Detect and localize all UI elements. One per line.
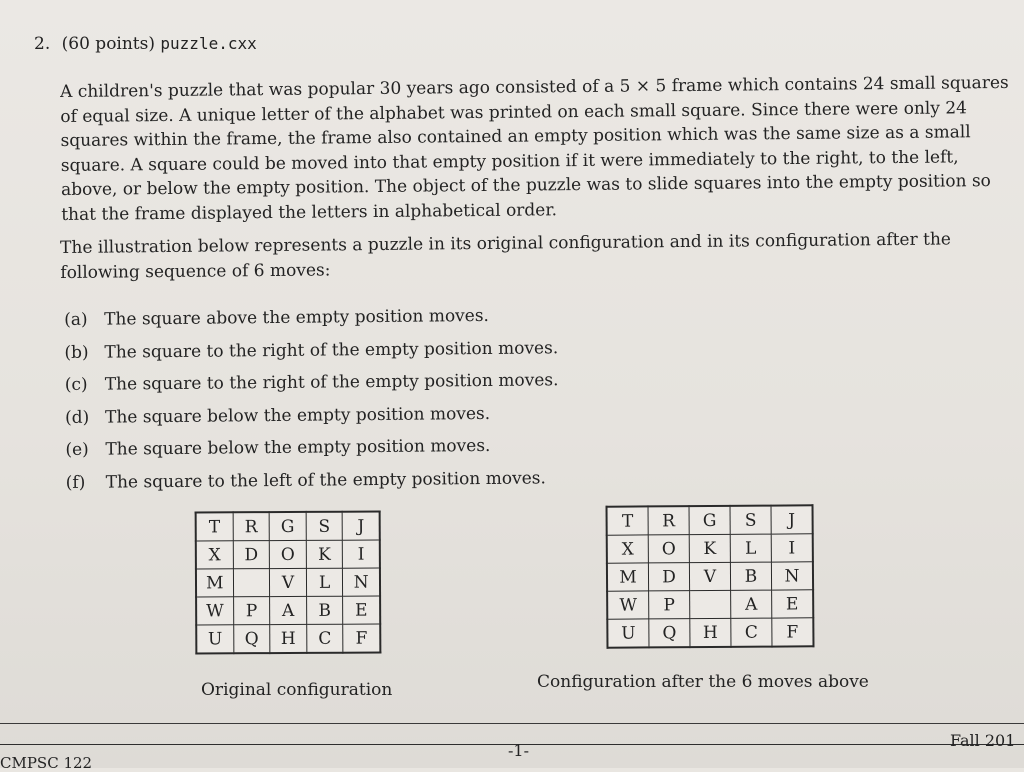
grid-row [196, 596, 380, 625]
after-moves-caption: Configuration after the 6 moves above [537, 672, 869, 692]
grid-cell: J [343, 512, 380, 541]
grid-row [607, 590, 813, 619]
grid-cell: P [233, 597, 270, 625]
question-header [34, 34, 257, 54]
grid-cell: A [731, 590, 772, 618]
grid-cell: K [306, 540, 343, 568]
grid-cell: N [343, 568, 380, 596]
grid-cell: E [343, 596, 380, 624]
grid-cell: G [269, 512, 306, 541]
problem-description: A children's puzzle that was popular 30 years ago consisted of a 5 × 5 frame which contains 24 small squares of equal size. A unique letter of the alphabet was printed on each small square. Since there were only 24 squares within the frame, the frame also contained an empty position which was the same size as a small square. A square could be moved into that empty position if it were immediately to the right, to the left, above, or below the empty position. The object of the puzzle was to slide squares into the empty position so that the frame displayed the letters in alphabetical order. [60, 72, 1009, 225]
grid-cell: X [607, 535, 649, 563]
grid-cell: M [607, 563, 649, 591]
grid-cell: O [648, 535, 689, 563]
grid-cell: S [306, 512, 343, 541]
page-number: -1- [508, 741, 529, 760]
grid-row [196, 624, 380, 653]
grid-cell: N [771, 562, 813, 590]
move-item: (f) The square to the left of the empty position moves. [65, 467, 546, 493]
grid-cell: D [648, 563, 689, 591]
grid-cell: R [233, 512, 270, 541]
grid-cell: S [730, 506, 771, 535]
grid-row [196, 512, 380, 541]
move-item: (d) The square below the empty position moves. [64, 403, 491, 428]
original-configuration-caption: Original configuration [201, 680, 393, 700]
question-points: (60 points) [61, 34, 155, 54]
grid-cell: E [772, 590, 814, 618]
grid-cell: U [607, 619, 649, 648]
grid-cell: P [649, 591, 690, 619]
grid-cell: I [771, 534, 813, 562]
grid-cell: O [269, 540, 306, 568]
grid-cell: C [731, 618, 772, 647]
move-item: (c) The square to the right of the empty position moves. [64, 370, 559, 395]
grid-cell: Q [233, 625, 270, 654]
question-filename: puzzle.cxx [160, 34, 257, 53]
grid-cell: H [270, 624, 307, 653]
original-configuration-grid [195, 511, 382, 655]
grid-cell: V [689, 562, 730, 590]
term-label: Fall 201 [950, 731, 1016, 750]
grid-row [196, 540, 380, 569]
grid-cell: B [306, 596, 343, 624]
grid-cell: L [730, 534, 771, 562]
footer-divider [0, 723, 1024, 724]
grid-cell: F [772, 618, 814, 647]
grid-cell: I [343, 540, 380, 568]
grid-cell: C [307, 624, 344, 653]
grid-cell: W [607, 591, 649, 619]
grid-row [196, 568, 380, 597]
grid-cell: W [196, 597, 233, 625]
move-item: (e) The square below the empty position moves. [65, 435, 491, 460]
grid-cell: Q [649, 619, 690, 648]
grid-row [607, 505, 813, 535]
grid-cell: X [196, 541, 233, 569]
grid-row [607, 534, 813, 563]
grid-cell: L [306, 568, 343, 596]
grid-cell-empty [233, 569, 270, 597]
move-item: (b) The square to the right of the empty position moves. [64, 337, 559, 363]
grid-cell-empty [690, 590, 731, 618]
illustration-intro: The illustration below represents a puzzle in its original configuration and in its configuration after the following sequence of 6 moves: [60, 229, 952, 283]
after-moves-configuration-grid [606, 504, 815, 648]
grid-cell: H [690, 618, 731, 647]
grid-cell: M [196, 569, 233, 597]
grid-row [607, 618, 813, 648]
grid-cell: V [270, 568, 307, 596]
grid-cell: B [730, 562, 771, 590]
course-label: CMPSC 122 [0, 754, 93, 772]
grid-cell: D [233, 541, 270, 569]
grid-cell: U [196, 625, 233, 654]
question-number: 2. [34, 34, 51, 54]
grid-cell: R [648, 506, 689, 535]
grid-cell: G [689, 506, 730, 535]
grid-cell: J [771, 505, 813, 534]
grid-cell: F [343, 624, 380, 653]
grid-cell: A [270, 596, 307, 624]
grid-cell: T [196, 512, 233, 541]
grid-cell: T [607, 506, 649, 535]
move-list [64, 299, 560, 499]
move-item: (a) The square above the empty position moves. [64, 305, 490, 330]
grid-row [607, 562, 813, 591]
grid-cell: K [689, 534, 730, 562]
